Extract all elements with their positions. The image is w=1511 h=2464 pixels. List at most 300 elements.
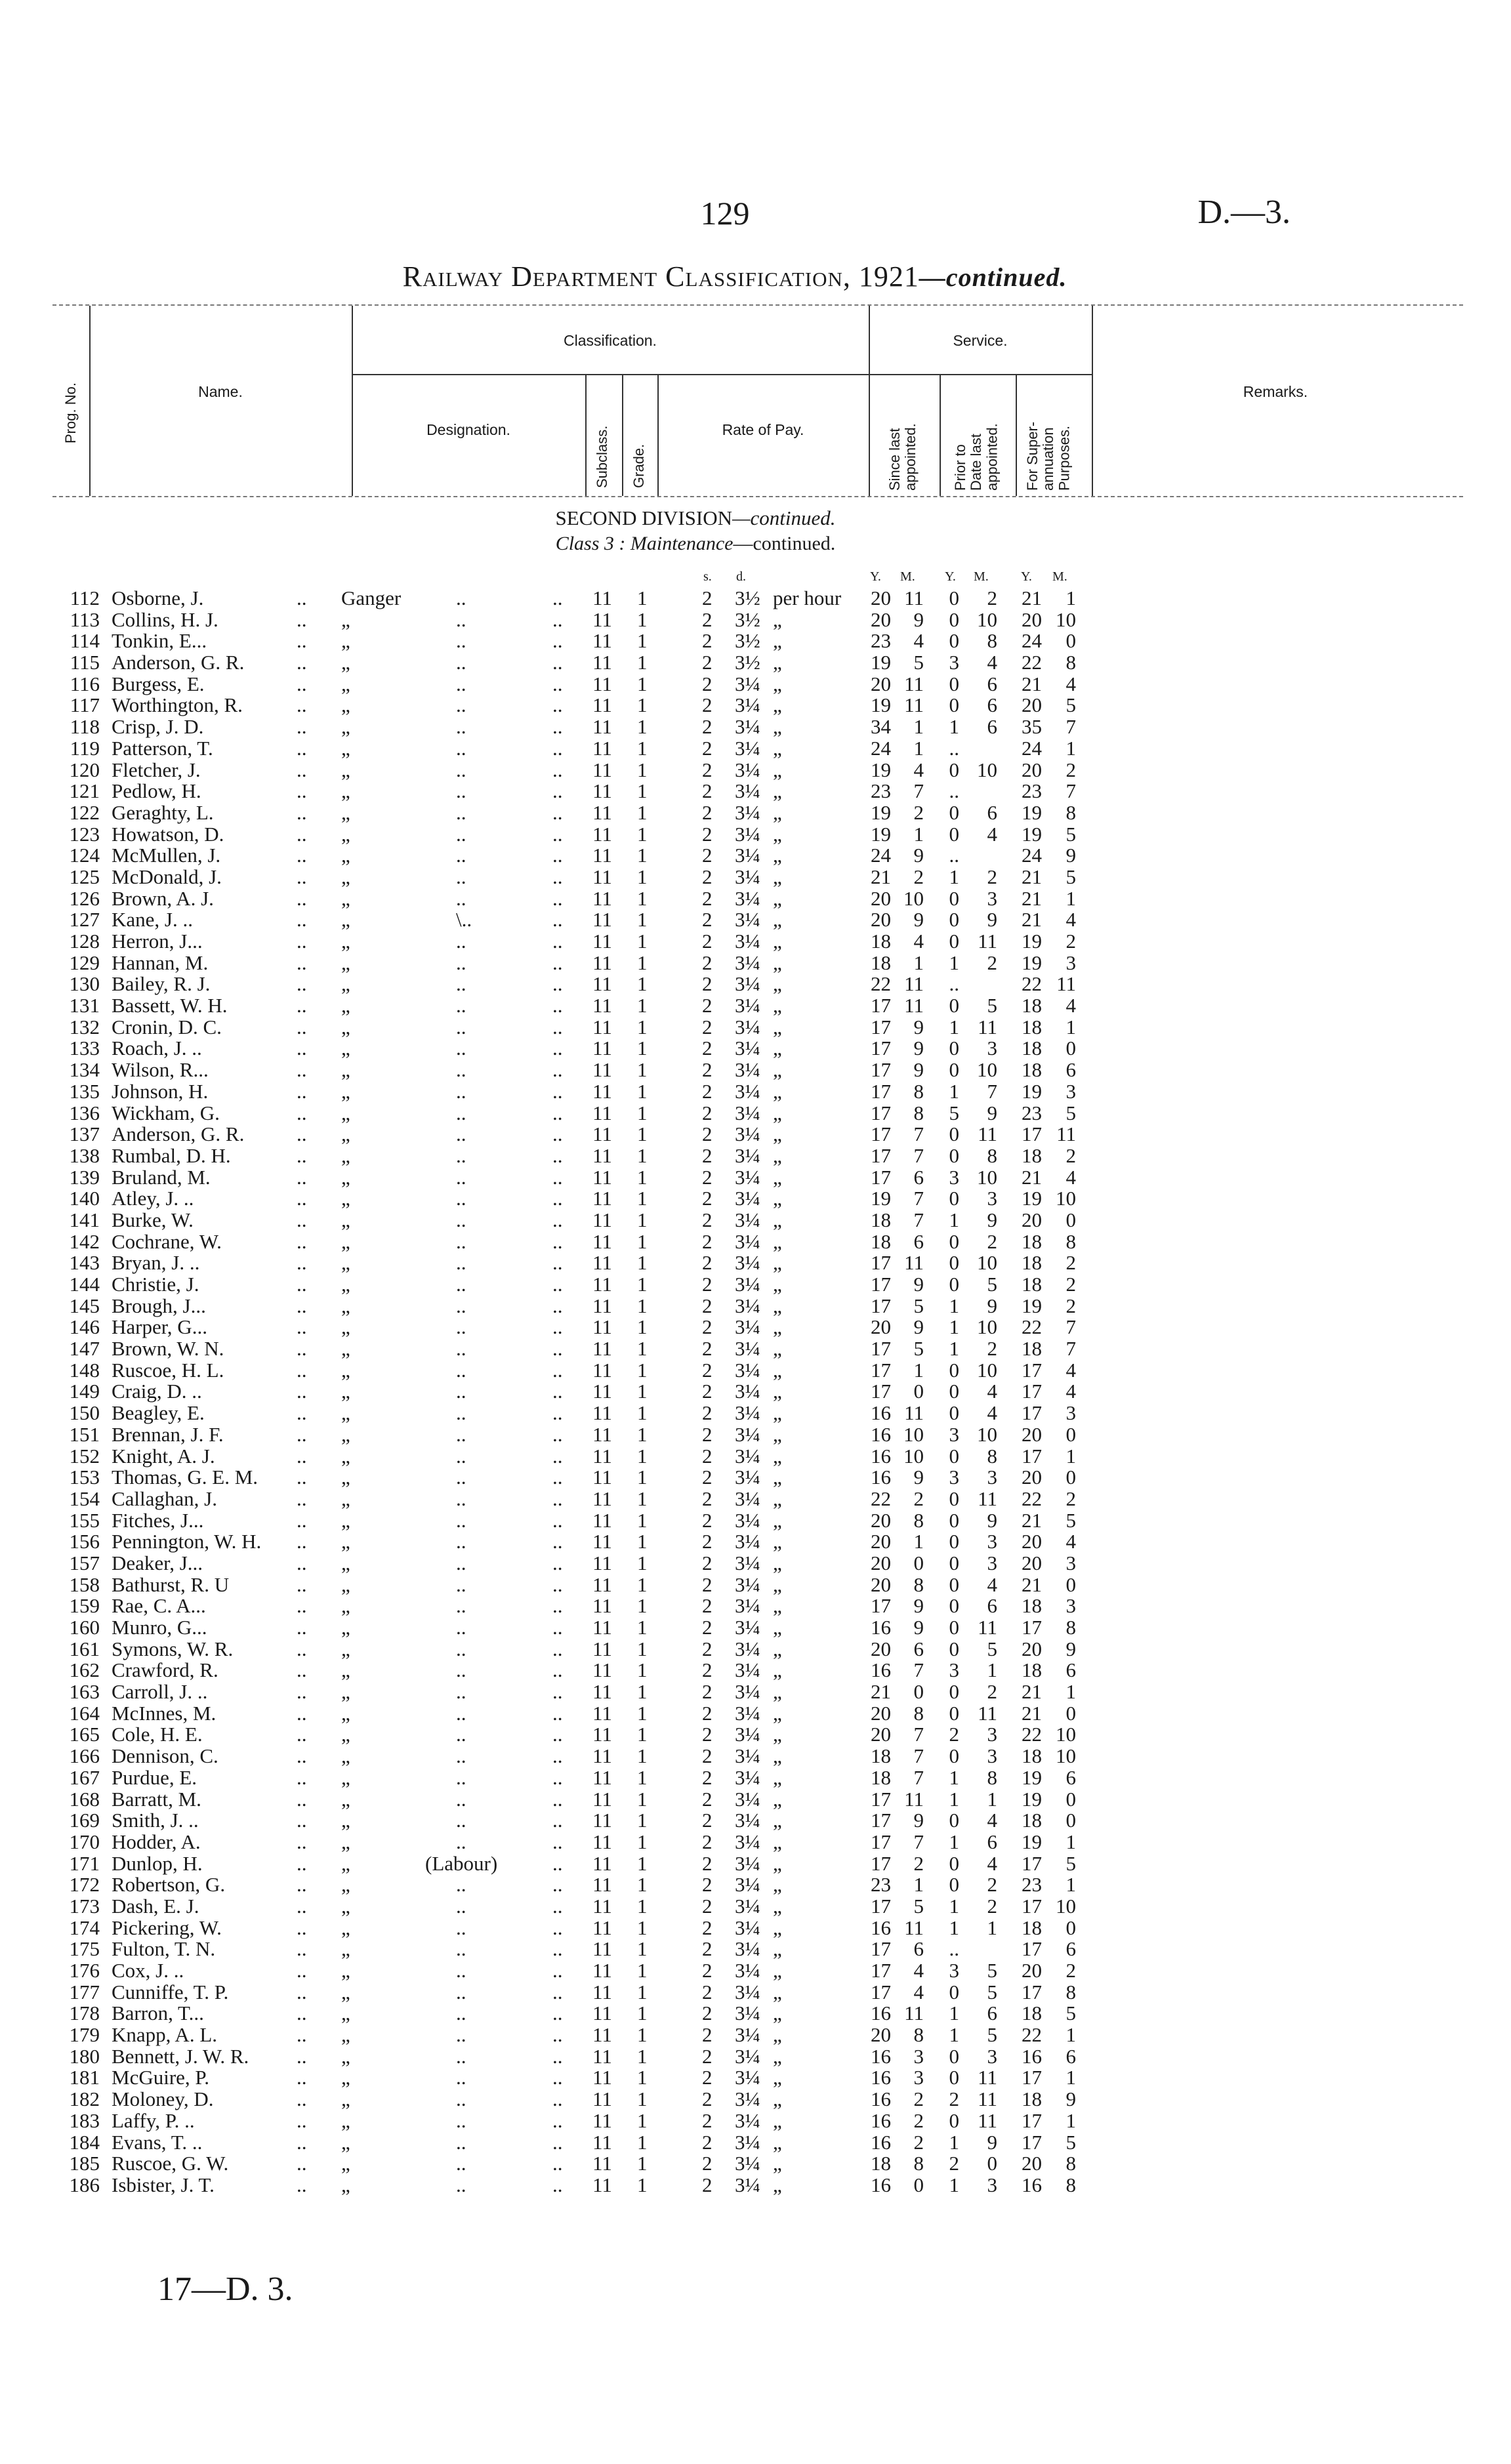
name-cell: Brown, A. J. [112, 886, 214, 910]
super-months-cell: 0 [1066, 1422, 1076, 1446]
leader-dots: .. [456, 715, 466, 739]
prior-months-cell: 11 [978, 1015, 997, 1038]
rate-pence-cell: 3¼ [735, 2108, 760, 2132]
rate-pence-cell: 3¼ [735, 1401, 760, 1425]
prog-no-cell: 114 [70, 629, 100, 653]
designation-cell: „ [341, 951, 350, 974]
rate-pence-cell: 3¼ [735, 736, 760, 760]
super-years-cell: 17 [1022, 2108, 1042, 2132]
prior-months-cell: 3 [987, 886, 997, 910]
since-months-cell: 0 [913, 1380, 924, 1403]
prog-no-cell: 156 [69, 1530, 100, 1553]
leader-dots: .. [456, 1358, 466, 1382]
since-months-cell: 7 [913, 1723, 924, 1746]
leader-dots: .. [552, 1744, 563, 1768]
designation-cell: „ [341, 1079, 350, 1103]
rate-unit-cell: „ [773, 2152, 782, 2175]
rate-pence-cell: 3¼ [735, 972, 760, 996]
super-months-cell: 7 [1066, 779, 1076, 803]
name-cell: Ruscoe, G. W. [112, 2152, 229, 2175]
since-years-cell: 16 [871, 2002, 891, 2025]
subclass-cell: 11 [592, 2108, 612, 2132]
since-months-cell: 0 [913, 2173, 924, 2196]
rate-shillings-cell: 2 [702, 1229, 713, 1253]
rate-pence-cell: 3¼ [735, 1037, 760, 1060]
subclass-cell: 11 [592, 1851, 612, 1875]
grade-cell: 1 [637, 1401, 648, 1425]
unit-prior-months: M. [974, 569, 989, 584]
rate-unit-cell: „ [773, 1809, 782, 1832]
subclass-cell: 11 [592, 1015, 612, 1038]
leader-dots: .. [456, 822, 466, 846]
rate-shillings-cell: 2 [702, 1530, 713, 1553]
prior-months-cell: 9 [987, 908, 997, 932]
rate-shillings-cell: 2 [702, 779, 713, 803]
designation-cell: „ [341, 1894, 350, 1918]
superannuation-header: For Super- annuation Purposes. [1024, 421, 1073, 491]
leader-dots: .. [297, 800, 307, 824]
designation-cell: „ [341, 607, 350, 631]
rate-shillings-cell: 2 [702, 1058, 713, 1082]
since-months-cell: 2 [913, 800, 924, 824]
designation-cell: „ [341, 2002, 350, 2025]
rate-shillings-cell: 2 [702, 2066, 713, 2089]
rate-pence-cell: 3¼ [735, 1229, 760, 1253]
grade-cell: 1 [637, 1508, 648, 1532]
super-years-cell: 18 [1022, 2002, 1042, 2025]
since-months-cell: 11 [904, 672, 924, 695]
super-months-cell: 10 [1056, 1894, 1076, 1918]
super-years-cell: 22 [1022, 1487, 1042, 1510]
super-years-cell: 18 [1022, 1916, 1042, 1939]
leader-dots: .. [456, 758, 466, 781]
leader-dots: .. [552, 1894, 563, 1918]
leader-dots: .. [297, 693, 307, 717]
rate-pence-cell: 3¼ [735, 822, 760, 846]
table-row [0, 1145, 1511, 1167]
super-years-cell: 20 [1022, 1466, 1042, 1489]
subclass-cell: 11 [592, 2087, 612, 2111]
super-months-cell: 1 [1066, 886, 1076, 910]
grade-cell: 1 [637, 844, 648, 867]
prog-no-cell: 148 [69, 1358, 100, 1382]
leader-dots: .. [552, 1830, 563, 1853]
table-row [0, 1810, 1511, 1832]
document-reference: D.—3. [1197, 194, 1291, 231]
rate-pence-cell: 3¼ [735, 930, 760, 953]
prior-months-cell: 3 [987, 1466, 997, 1489]
prior-years-cell: 0 [949, 930, 959, 953]
subclass-cell: 11 [592, 1358, 612, 1382]
prog-no-cell: 180 [69, 2044, 100, 2068]
leader-dots: .. [297, 1315, 307, 1339]
rate-shillings-cell: 2 [702, 715, 713, 739]
prog-no-cell: 113 [70, 607, 100, 631]
table-row [0, 1595, 1511, 1617]
leader-dots: .. [552, 607, 563, 631]
designation-cell: „ [341, 1744, 350, 1768]
leader-dots: .. [297, 607, 307, 631]
prior-years-cell: 0 [949, 1530, 959, 1553]
leader-dots: .. [552, 1851, 563, 1875]
leader-dots: .. [552, 651, 563, 674]
prior-months-cell: 10 [977, 1165, 997, 1189]
prior-years-cell: 0 [949, 1143, 959, 1167]
designation-header: Designation. [426, 421, 510, 438]
rate-unit-cell: „ [773, 1572, 782, 1596]
super-years-cell: 23 [1022, 1101, 1042, 1124]
rate-pence-cell: 3¼ [735, 1294, 760, 1317]
leader-dots: .. [297, 1873, 307, 1897]
rate-unit-cell: „ [773, 1701, 782, 1725]
class-name: Class 3 : Maintenance [555, 533, 734, 554]
grade-cell: 1 [637, 1315, 648, 1339]
leader-dots: .. [552, 1873, 563, 1897]
designation-cell: „ [341, 1337, 350, 1361]
leader-dots: .. [297, 1143, 307, 1167]
rate-pence-cell: 3¼ [735, 1187, 760, 1210]
grade-cell: 1 [637, 1337, 648, 1361]
leader-dots: .. [297, 2023, 307, 2047]
prior-years-cell: 3 [949, 1466, 959, 1489]
unit-super-years: Y. [1021, 569, 1032, 584]
name-cell: Dash, E. J. [112, 1894, 199, 1918]
leader-dots: .. [297, 1487, 307, 1510]
leader-dots: .. [552, 1937, 563, 1961]
rate-pence-cell: 3¼ [735, 1058, 760, 1082]
since-months-cell: 1 [913, 1530, 924, 1553]
rate-shillings-cell: 2 [702, 629, 713, 653]
since-years-cell: 18 [871, 951, 891, 974]
prior-years-cell: 0 [949, 1187, 959, 1210]
since-years-cell: 23 [871, 779, 891, 803]
prog-no-cell: 121 [69, 779, 100, 803]
grade-cell: 1 [637, 1680, 648, 1704]
grade-cell: 1 [637, 2023, 648, 2047]
leader-dots: .. [297, 1101, 307, 1124]
leader-dots: .. [297, 758, 307, 781]
leader-dots: .. [552, 844, 563, 867]
prior-months-cell: 9 [987, 2130, 997, 2154]
super-months-cell: 7 [1066, 1315, 1076, 1339]
rate-shillings-cell: 2 [702, 1315, 713, 1339]
prior-years-cell: 0 [949, 629, 959, 653]
super-years-cell: 18 [1022, 1594, 1042, 1618]
rate-shillings-cell: 2 [702, 1037, 713, 1060]
rate-unit-cell: „ [773, 1530, 782, 1553]
since-years-cell: 16 [871, 2087, 891, 2111]
prog-no-cell: 130 [69, 972, 100, 996]
rate-pence-cell: 3¼ [735, 1637, 760, 1660]
prior-years-cell: 2 [949, 2152, 959, 2175]
leader-dots: .. [456, 1744, 466, 1768]
name-cell: Cunniffe, T. P. [112, 1980, 229, 2003]
since-years-cell: 17 [871, 1015, 891, 1038]
leader-dots: .. [552, 2130, 563, 2154]
prior-years-cell: 2 [949, 2087, 959, 2111]
prior-years-cell: 0 [949, 1401, 959, 1425]
rate-unit-cell: „ [773, 1337, 782, 1361]
since-years-cell: 24 [871, 844, 891, 867]
name-cell: Hannan, M. [112, 951, 209, 974]
division-continued: —continued. [732, 506, 836, 529]
rate-shillings-cell: 2 [702, 1208, 713, 1231]
super-years-cell: 19 [1022, 1187, 1042, 1210]
name-cell: Rae, C. A... [112, 1594, 206, 1618]
super-months-cell: 10 [1056, 1723, 1076, 1746]
designation-cell: „ [341, 2108, 350, 2132]
prior-months-cell: 11 [978, 1616, 997, 1639]
grade-cell: 1 [637, 1358, 648, 1382]
prior-months-cell: 2 [987, 1873, 997, 1897]
rate-pence-cell: 3¼ [735, 1530, 760, 1553]
name-cell: Symons, W. R. [112, 1637, 234, 1660]
leader-dots: .. [297, 1616, 307, 1639]
rate-shillings-cell: 2 [702, 930, 713, 953]
class-heading [499, 533, 892, 555]
name-cell: Herron, J... [112, 930, 203, 953]
page-title-continued: —continued. [919, 262, 1067, 292]
leader-dots: .. [456, 1101, 466, 1124]
since-years-cell: 16 [871, 2173, 891, 2196]
prior-years-cell: 1 [949, 2002, 959, 2025]
prog-no-cell: 152 [69, 1444, 100, 1468]
rate-unit-cell: „ [773, 1937, 782, 1961]
name-cell: Thomas, G. E. M. [112, 1466, 259, 1489]
super-months-cell: 0 [1066, 1037, 1076, 1060]
prog-no-cell: 126 [69, 886, 100, 910]
prior-years-cell: 1 [949, 1294, 959, 1317]
prog-no-cell: 118 [70, 715, 100, 739]
leader-dots: .. [456, 1530, 466, 1553]
leader-dots: .. [552, 951, 563, 974]
leader-dots: .. [297, 672, 307, 695]
name-cell: Deaker, J... [112, 1551, 203, 1574]
leader-dots: .. [552, 1380, 563, 1403]
leader-dots: .. [456, 1337, 466, 1361]
super-months-cell: 1 [1066, 2023, 1076, 2047]
since-years-cell: 16 [871, 2108, 891, 2132]
prog-no-cell: 159 [69, 1594, 100, 1618]
grade-cell: 1 [637, 1294, 648, 1317]
grade-cell: 1 [637, 951, 648, 974]
leader-dots: .. [456, 1959, 466, 1982]
super-months-cell: 8 [1066, 1616, 1076, 1639]
table-row [0, 738, 1511, 760]
since-years-cell: 20 [871, 1701, 891, 1725]
since-months-cell: 9 [913, 844, 924, 867]
super-years-cell: 19 [1022, 822, 1042, 846]
leader-dots: .. [456, 1037, 466, 1060]
rate-pence-cell: 3½ [735, 586, 760, 609]
leader-dots: .. [456, 1980, 466, 2003]
grade-cell: 1 [637, 1187, 648, 1210]
grade-cell: 1 [637, 1959, 648, 1982]
since-months-cell: 9 [913, 1594, 924, 1618]
rate-pence-cell: 3¼ [735, 2044, 760, 2068]
subclass-cell: 11 [592, 1508, 612, 1532]
leader-dots: .. [297, 822, 307, 846]
subclass-cell: 11 [592, 951, 612, 974]
since-years-cell: 17 [871, 1959, 891, 1982]
prog-no-cell: 158 [69, 1572, 100, 1596]
rate-shillings-cell: 2 [702, 1980, 713, 2003]
super-years-cell: 20 [1022, 2152, 1042, 2175]
rate-unit-cell: „ [773, 736, 782, 760]
since-months-cell: 6 [913, 1637, 924, 1660]
page-title [367, 260, 1102, 293]
leader-dots: .. [552, 779, 563, 803]
leader-dots: .. [297, 2130, 307, 2154]
leader-dots: .. [456, 1637, 466, 1660]
prior-months-cell: 5 [987, 1273, 997, 1296]
leader-dots: .. [297, 715, 307, 739]
table-row [0, 1982, 1511, 2003]
name-cell: Crawford, R. [112, 1658, 218, 1682]
division-heading [499, 506, 892, 530]
super-months-cell: 1 [1066, 1444, 1076, 1468]
rate-unit-cell: per hour [773, 586, 842, 609]
super-years-cell: 17 [1022, 1444, 1042, 1468]
class-continued: —continued. [733, 533, 836, 554]
prog-no-cell: 147 [69, 1337, 100, 1361]
grade-cell: 1 [637, 1165, 648, 1189]
prog-no-cell: 168 [69, 1787, 100, 1811]
leader-dots: .. [456, 2130, 466, 2154]
prior-months-cell: 10 [977, 1058, 997, 1082]
since-months-cell: 3 [913, 2044, 924, 2068]
rate-unit-cell: „ [773, 2173, 782, 2196]
since-years-cell: 16 [871, 1444, 891, 1468]
rate-unit-cell: „ [773, 1508, 782, 1532]
leader-dots: .. [552, 1229, 563, 1253]
grade-cell: 1 [637, 693, 648, 717]
table-row [0, 1103, 1511, 1124]
rate-pence-cell: 3¼ [735, 994, 760, 1017]
leader-dots: .. [552, 2044, 563, 2068]
leader-dots: .. [552, 1809, 563, 1832]
super-years-cell: 18 [1022, 1037, 1042, 1060]
rate-unit-cell: „ [773, 1251, 782, 1275]
subclass-cell: 11 [592, 1873, 612, 1897]
since-months-cell: 10 [903, 886, 924, 910]
since-months-cell: 7 [913, 1658, 924, 1682]
super-months-cell: 0 [1066, 1208, 1076, 1231]
super-months-cell: 5 [1066, 1101, 1076, 1124]
super-months-cell: 10 [1056, 607, 1076, 631]
super-months-cell: 2 [1066, 1273, 1076, 1296]
table-row [0, 716, 1511, 738]
super-months-cell: 3 [1066, 1594, 1076, 1618]
subclass-cell: 11 [592, 844, 612, 867]
grade-cell: 1 [637, 1122, 648, 1146]
designation-cell: „ [341, 1658, 350, 1682]
rate-pence-cell: 3¼ [735, 693, 760, 717]
rate-pence-cell: 3¼ [735, 951, 760, 974]
rate-shillings-cell: 2 [702, 1594, 713, 1618]
since-months-cell: 7 [913, 1765, 924, 1789]
designation-cell: „ [341, 651, 350, 674]
designation-cell: „ [341, 1466, 350, 1489]
super-months-cell: 0 [1066, 1701, 1076, 1725]
prior-years-cell: 0 [949, 1358, 959, 1382]
designation-cell: „ [341, 2066, 350, 2089]
name-cell: Smith, J. .. [112, 1809, 199, 1832]
leader-dots: .. [297, 1037, 307, 1060]
super-years-cell: 19 [1022, 800, 1042, 824]
rate-pence-cell: 3¼ [735, 2023, 760, 2047]
table-row [0, 2024, 1511, 2046]
leader-dots: .. [456, 1809, 466, 1832]
super-years-cell: 20 [1022, 1208, 1042, 1231]
rate-unit-cell: „ [773, 629, 782, 653]
rate-unit-cell: „ [773, 951, 782, 974]
designation-cell: „ [341, 2044, 350, 2068]
rate-shillings-cell: 2 [702, 951, 713, 974]
grade-cell: 1 [637, 1015, 648, 1038]
name-cell: Anderson, G. R. [112, 1122, 245, 1146]
page-number: 129 [700, 195, 750, 232]
rate-pence-cell: 3¼ [735, 1894, 760, 1918]
table-row [0, 1617, 1511, 1639]
since-last-header: Since last appointed. [886, 423, 919, 491]
prior-months-cell: 9 [987, 1208, 997, 1231]
leader-dots: .. [552, 1422, 563, 1446]
grade-cell: 1 [637, 2087, 648, 2111]
rate-unit-cell: „ [773, 1229, 782, 1253]
super-months-cell: 8 [1066, 1980, 1076, 2003]
table-row [0, 1017, 1511, 1038]
grade-cell: 1 [637, 607, 648, 631]
since-years-cell: 18 [871, 1229, 891, 1253]
subclass-cell: 11 [592, 800, 612, 824]
prior-months-cell: 10 [977, 607, 997, 631]
rate-unit-cell: „ [773, 1122, 782, 1146]
designation-cell: „ [341, 1851, 350, 1875]
rate-unit-cell: „ [773, 2044, 782, 2068]
leader-dots: .. [456, 1787, 466, 1811]
designation-cell: „ [341, 800, 350, 824]
since-years-cell: 34 [871, 715, 891, 739]
designation-cell: „ [341, 758, 350, 781]
rate-unit-cell: „ [773, 2066, 782, 2089]
leader-dots: .. [456, 2108, 466, 2132]
rate-shillings-cell: 2 [702, 2087, 713, 2111]
super-years-cell: 22 [1022, 972, 1042, 996]
table-row [0, 630, 1511, 652]
super-years-cell: 20 [1022, 1551, 1042, 1574]
prog-no-cell: 115 [70, 651, 100, 674]
rate-unit-cell: „ [773, 1873, 782, 1897]
leader-dots: .. [456, 930, 466, 953]
leader-dots: .. [552, 672, 563, 695]
table-row [0, 1424, 1511, 1446]
table-row [0, 1296, 1511, 1317]
designation-cell: Ganger [341, 586, 402, 609]
leader-dots: .. [297, 651, 307, 674]
rate-pence-cell: 3¼ [735, 1723, 760, 1746]
rate-shillings-cell: 2 [702, 1401, 713, 1425]
leader-dots: .. [552, 1208, 563, 1231]
rate-unit-cell: „ [773, 715, 782, 739]
since-months-cell: 11 [904, 693, 924, 717]
super-months-cell: 1 [1066, 586, 1076, 609]
super-years-cell: 22 [1022, 1723, 1042, 1746]
table-row [0, 1338, 1511, 1360]
rate-of-pay-header: Rate of Pay. [722, 421, 804, 438]
subclass-cell: 11 [592, 1658, 612, 1682]
since-years-cell: 17 [871, 1809, 891, 1832]
